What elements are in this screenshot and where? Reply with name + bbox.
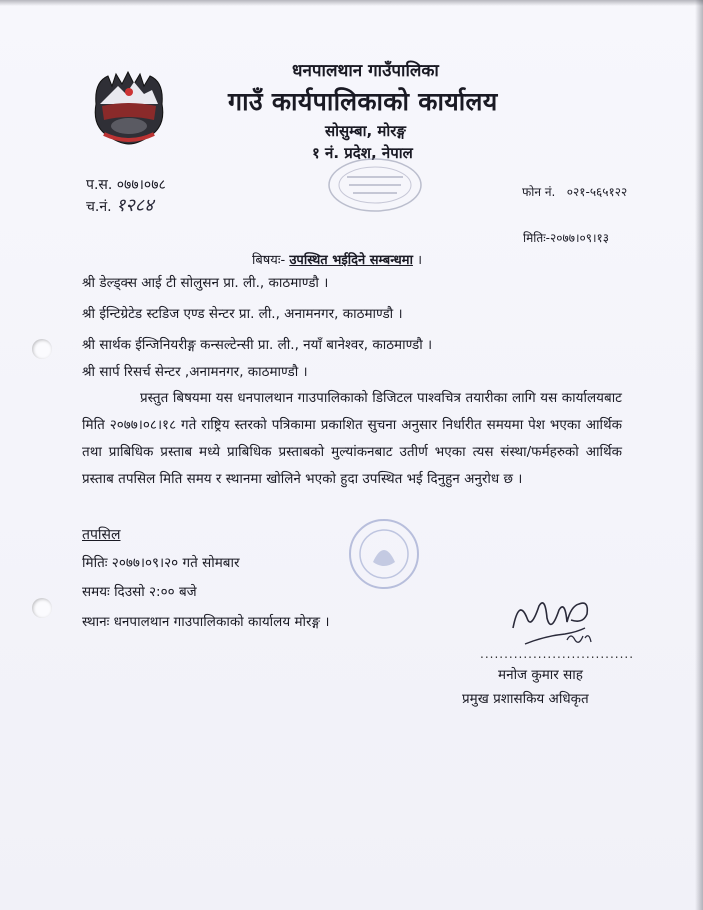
phone-line <box>522 183 627 200</box>
details-date-value: २०७७।०९।२० गते सोमबार <box>111 555 240 571</box>
office-title: गाउँ कार्यपालिकाको कार्यालय <box>228 87 498 116</box>
details-heading: तपसिल <box>82 527 121 543</box>
date-label: मितिः- <box>523 231 550 245</box>
office-stamp-middle <box>345 510 423 598</box>
letter-date <box>523 229 609 246</box>
office-place: सोसुम्बा, मोरङ्ग <box>325 122 406 140</box>
date-value: २०७७।०९।१३ <box>550 231 610 245</box>
reference-ps <box>86 175 166 194</box>
details-time-label: समयः <box>82 584 110 600</box>
office-province: १ नं. प्रदेश, नेपाल <box>312 144 413 162</box>
punch-hole-bottom <box>32 598 52 618</box>
nepal-emblem-icon <box>86 64 172 150</box>
recipient-3: श्री सार्थक ईन्जिनियरीङ्ग कन्सल्टेन्सी प्रा. ली., नयाँ बानेश्वर, काठमाण्डौ । <box>82 337 433 353</box>
ps-value: ०७७।०७८ <box>116 177 166 193</box>
recipient-4: श्री सार्प रिसर्च सेन्टर ,अनामनगर, काठमाण्डौ । <box>82 364 308 380</box>
details-time-value: दिउसो २:०० बजे <box>114 584 197 600</box>
details-place-value: धनपालथान गाउपालिकाको कार्यालय मोरङ्ग । <box>113 614 330 630</box>
recipient-1: श्री डेल्ड्क्स आई टी सोलुसन प्रा. ली., काठमाण्डौ । <box>82 275 329 291</box>
details-date <box>82 553 240 571</box>
body-paragraph: प्रस्तुत बिषयमा यस धनपालथान गाउपालिकाको डिजिटल पाश्वचित्र तयारीका लागि यस कार्यालयबाट मिति २०७७।०८।१८ गते राष्ट्रिय स्तरको पत्रिकामा प्रकाशित सुचना अनुसार निर्धारीत समयमा पेश भएका आर्थिक तथा प्राबिधिक प्रस्ताब मध्ये प्राबिधिक प्रस्ताबको मुल्यांकनबाट उतीर्ण भएका त्यस संस्था/फर्महरुको आर्थिक प्रस्ताब तपसिल मिति समय र स्थानमा खोलिने भएको हुदा उपस्थित भई दिनुहुन अनुरोध छ । <box>82 390 622 487</box>
ps-label: प.स. <box>86 177 113 193</box>
cn-value: १२८४ <box>116 195 154 216</box>
subject-line <box>252 250 422 268</box>
scan-edge-top <box>0 0 703 6</box>
office-name: धनपालथान गाउँपालिका <box>292 61 439 81</box>
subject-label: बिषयः- <box>252 253 286 268</box>
signatory-name: मनोज कुमार साह <box>498 667 583 683</box>
recipient-2: श्री ईन्टिग्रेटेड स्टडिज एण्ड सेन्टर प्रा. ली., अनामनगर, काठमाण्डौ । <box>82 306 403 322</box>
phone-value: ०२१-५६५१२२ <box>566 185 628 199</box>
details-date-label: मितिः <box>82 555 108 571</box>
phone-label: फोन नं. <box>522 185 556 199</box>
subject-end: । <box>417 253 423 268</box>
signatory-title: प्रमुख प्रशासकिय अधिकृत <box>462 691 589 707</box>
cn-label: च.नं. <box>86 199 112 215</box>
punch-hole-top <box>32 339 52 359</box>
reference-cn <box>86 193 153 217</box>
office-stamp-top <box>325 155 425 213</box>
scan-edge-right <box>695 0 703 910</box>
details-time <box>82 582 197 600</box>
handwritten-signature <box>505 588 605 654</box>
details-place <box>82 612 329 630</box>
subject-text: उपस्थित भईदिने सम्बन्धमा <box>289 253 413 268</box>
details-place-label: स्थानः <box>82 614 110 630</box>
signature-line: ................................ <box>480 647 635 661</box>
